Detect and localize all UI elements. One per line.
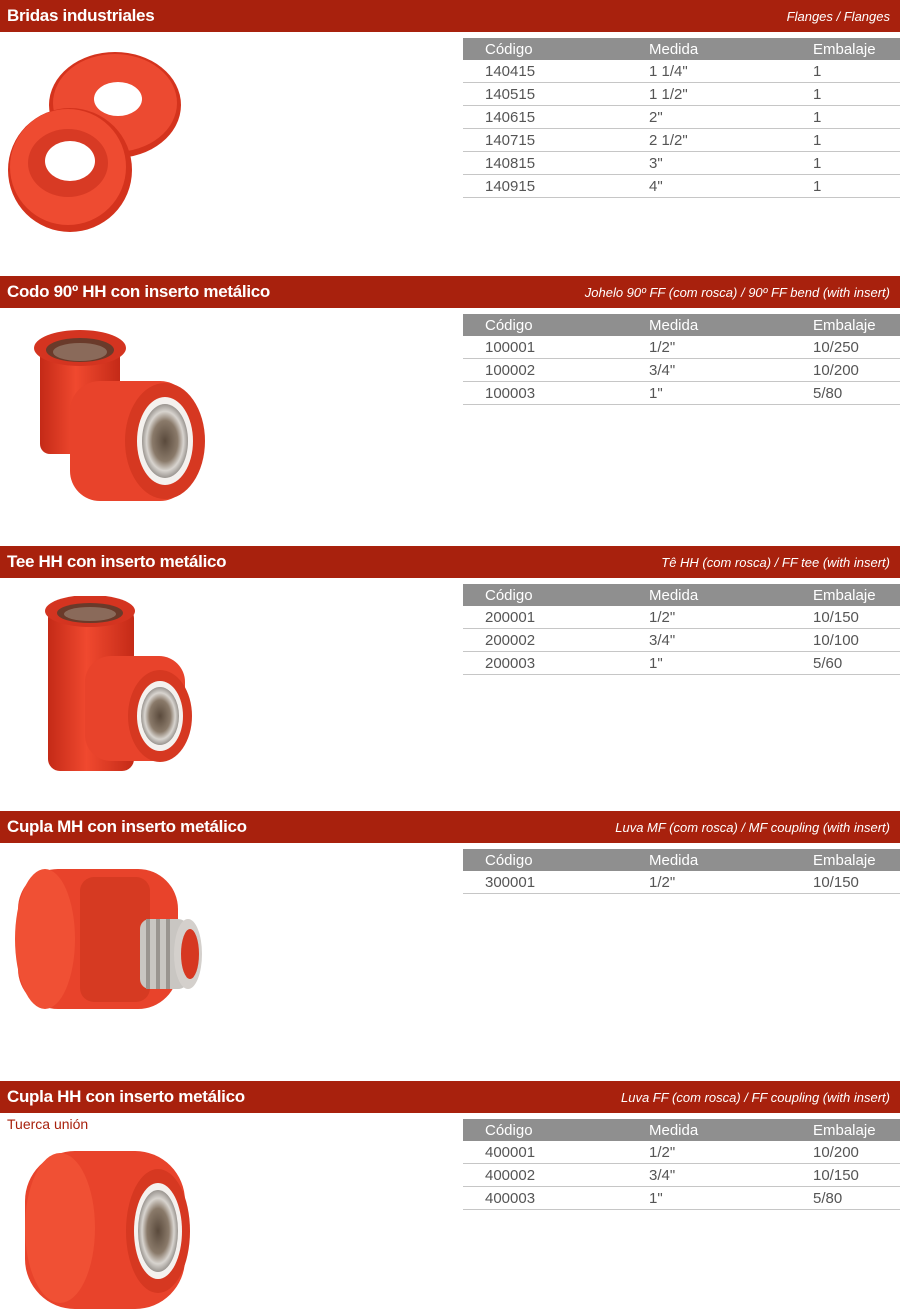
col-pack-header: Embalaje xyxy=(791,314,900,336)
col-size-header: Medida xyxy=(627,849,791,871)
table-row xyxy=(463,106,900,129)
section-subtitle: Tê HH (com rosca) / FF tee (with insert) xyxy=(661,554,890,570)
section-header xyxy=(0,811,900,843)
code-cell: 100001 xyxy=(463,336,627,359)
elbow-product-image xyxy=(0,326,210,516)
size-cell: 1" xyxy=(627,382,791,405)
section-title: Tee HH con inserto metálico xyxy=(7,552,227,571)
section-tee xyxy=(0,546,900,672)
size-cell: 2" xyxy=(627,106,791,129)
table-header-row xyxy=(463,1119,900,1141)
table-row xyxy=(463,336,900,359)
code-cell: 140715 xyxy=(463,129,627,152)
code-cell: 200002 xyxy=(463,629,627,652)
table-row xyxy=(463,871,900,894)
table-row xyxy=(463,1187,900,1210)
col-code-header: Código xyxy=(463,38,627,60)
table-row xyxy=(463,152,900,175)
section-subtitle: Luva FF (com rosca) / FF coupling (with insert) xyxy=(621,1089,890,1105)
pack-cell: 10/150 xyxy=(791,871,900,894)
ff-coupling-product-image xyxy=(0,1143,200,1315)
col-size-header: Medida xyxy=(627,584,791,606)
table-row xyxy=(463,83,900,106)
size-cell: 1 1/4" xyxy=(627,60,791,83)
table-header-row xyxy=(463,38,900,60)
table-header-row xyxy=(463,314,900,336)
spec-table xyxy=(463,38,900,198)
table-row xyxy=(463,175,900,198)
pack-cell: 10/200 xyxy=(791,359,900,382)
spec-table xyxy=(463,1119,900,1210)
spec-table xyxy=(463,314,900,405)
section-subtitle: Johelo 90º FF (com rosca) / 90º FF bend (with insert) xyxy=(584,284,890,300)
size-cell: 3/4" xyxy=(627,1164,791,1187)
section-title: Cupla HH con inserto metálico xyxy=(7,1087,245,1106)
pack-cell: 1 xyxy=(791,129,900,152)
section-title: Codo 90º HH con inserto metálico xyxy=(7,282,270,301)
pack-cell: 10/200 xyxy=(791,1141,900,1164)
tee-product-image xyxy=(0,596,210,781)
size-cell: 1" xyxy=(627,1187,791,1210)
col-size-header: Medida xyxy=(627,314,791,336)
size-cell: 3/4" xyxy=(627,629,791,652)
size-cell: 1/2" xyxy=(627,871,791,894)
code-cell: 140615 xyxy=(463,106,627,129)
pack-cell: 5/80 xyxy=(791,1187,900,1210)
size-cell: 4" xyxy=(627,175,791,198)
code-cell: 400003 xyxy=(463,1187,627,1210)
code-cell: 300001 xyxy=(463,871,627,894)
pack-cell: 5/80 xyxy=(791,382,900,405)
code-cell: 200003 xyxy=(463,652,627,675)
size-cell: 1 1/2" xyxy=(627,83,791,106)
col-code-header: Código xyxy=(463,584,627,606)
section-header xyxy=(0,276,900,308)
table-row xyxy=(463,1141,900,1164)
col-pack-header: Embalaje xyxy=(791,38,900,60)
section-mf-coupling xyxy=(0,811,900,891)
table-row xyxy=(463,606,900,629)
table-row xyxy=(463,652,900,675)
code-cell: 140515 xyxy=(463,83,627,106)
spec-table xyxy=(463,584,900,675)
size-cell: 1/2" xyxy=(627,606,791,629)
table-row xyxy=(463,129,900,152)
section-flanges xyxy=(0,0,900,195)
section-note: Tuerca unión xyxy=(7,1116,89,1132)
col-pack-header: Embalaje xyxy=(791,1119,900,1141)
pack-cell: 1 xyxy=(791,152,900,175)
section-header xyxy=(0,546,900,578)
section-title: Bridas industriales xyxy=(7,6,155,25)
col-code-header: Código xyxy=(463,849,627,871)
size-cell: 3" xyxy=(627,152,791,175)
pack-cell: 10/150 xyxy=(791,606,900,629)
section-elbow xyxy=(0,276,900,402)
section-header xyxy=(0,1081,900,1113)
table-header-row xyxy=(463,849,900,871)
pack-cell: 10/250 xyxy=(791,336,900,359)
size-cell: 2 1/2" xyxy=(627,129,791,152)
spec-table xyxy=(463,849,900,894)
pack-cell: 10/100 xyxy=(791,629,900,652)
table-row xyxy=(463,629,900,652)
pack-cell: 1 xyxy=(791,83,900,106)
col-code-header: Código xyxy=(463,1119,627,1141)
table-row xyxy=(463,359,900,382)
table-header-row xyxy=(463,584,900,606)
code-cell: 400002 xyxy=(463,1164,627,1187)
code-cell: 100002 xyxy=(463,359,627,382)
size-cell: 1/2" xyxy=(627,336,791,359)
pack-cell: 1 xyxy=(791,60,900,83)
section-subtitle: Luva MF (com rosca) / MF coupling (with insert) xyxy=(615,819,890,835)
code-cell: 200001 xyxy=(463,606,627,629)
pack-cell: 10/150 xyxy=(791,1164,900,1187)
pack-cell: 5/60 xyxy=(791,652,900,675)
code-cell: 140815 xyxy=(463,152,627,175)
code-cell: 140415 xyxy=(463,60,627,83)
code-cell: 400001 xyxy=(463,1141,627,1164)
section-ff-coupling xyxy=(0,1081,900,1207)
size-cell: 1" xyxy=(627,652,791,675)
section-header xyxy=(0,0,900,32)
code-cell: 140915 xyxy=(463,175,627,198)
flange-product-image xyxy=(0,45,200,240)
col-pack-header: Embalaje xyxy=(791,584,900,606)
col-pack-header: Embalaje xyxy=(791,849,900,871)
code-cell: 100003 xyxy=(463,382,627,405)
size-cell: 3/4" xyxy=(627,359,791,382)
section-title: Cupla MH con inserto metálico xyxy=(7,817,247,836)
pack-cell: 1 xyxy=(791,106,900,129)
col-code-header: Código xyxy=(463,314,627,336)
col-size-header: Medida xyxy=(627,1119,791,1141)
table-row xyxy=(463,382,900,405)
table-row xyxy=(463,1164,900,1187)
size-cell: 1/2" xyxy=(627,1141,791,1164)
mf-coupling-product-image xyxy=(0,859,215,1024)
col-size-header: Medida xyxy=(627,38,791,60)
section-subtitle: Flanges / Flanges xyxy=(786,8,890,24)
pack-cell: 1 xyxy=(791,175,900,198)
table-row xyxy=(463,60,900,83)
